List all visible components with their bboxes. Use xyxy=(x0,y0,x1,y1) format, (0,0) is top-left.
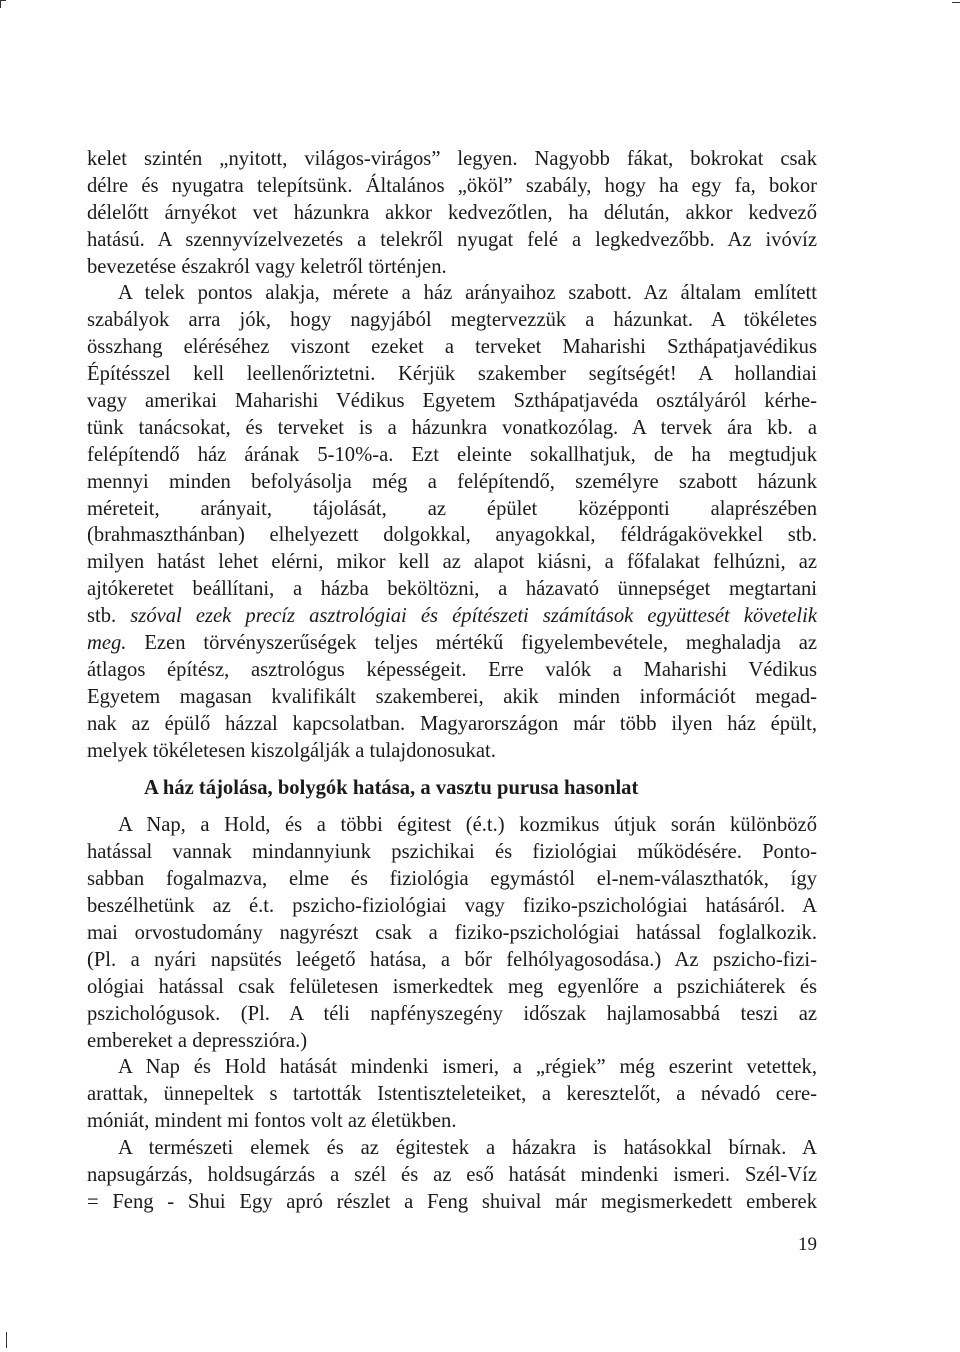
text-line: nak az épülő házzal kapcsolatban. Magyarországon már több ilyen ház épült, xyxy=(87,712,817,735)
text-line: melyek tökéletesen kiszolgálják a tulajdonosukat. xyxy=(87,739,496,762)
paragraph-1 xyxy=(87,146,817,280)
text-line: ajtókeretet beállítani, a házba beköltözni, a házavató ünnepséget megtartani xyxy=(87,578,817,601)
text-line: Egyetem magasan kvalifikált szakemberei, akik minden információt megad- xyxy=(87,685,817,708)
text-line: vagy amerikai Maharishi Védikus Egyetem Szthápatjavéda osztályáról kérhe- xyxy=(87,390,817,413)
crop-mark xyxy=(0,0,1,8)
text-line: mai orvostudomány nagyrészt csak a fiziko-pszichológiai hatással foglalkozik. xyxy=(87,921,817,944)
text-line: tünk tanácsokat, és terveket is a házunkra vonatkozólag. A tervek ára kb. a xyxy=(87,416,817,439)
text-line-mixed xyxy=(87,603,817,630)
text-line: Építésszel kell leellenőriztetni. Kérjük szakember segítségét! A hollandiai xyxy=(87,363,817,386)
italic-phrase: meg. xyxy=(87,632,127,655)
text-line: A Nap, a Hold, és a többi égitest (é.t.) kozmikus útjuk során különböző xyxy=(118,814,817,837)
text-line: mennyi minden befolyásolja még a felépítendő, személyre szabott házunk xyxy=(87,470,817,493)
text-line: beszélhetünk az é.t. pszicho-fiziológiai vagy fiziko-pszichológiai hatásáról. A xyxy=(87,895,817,918)
text-line: összhang eléréséhez viszont ezeket a terveket Maharishi Szthápatjavédikus xyxy=(87,336,817,359)
paragraph-4 xyxy=(87,1054,817,1135)
text-line: felépítendő ház árának 5-10%-a. Ezt eleinte sokallhatjuk, de ha megtudjuk xyxy=(87,443,817,466)
text-line-mixed xyxy=(87,630,817,657)
crop-mark xyxy=(952,2,960,3)
paragraph-3 xyxy=(87,812,817,1054)
paragraph-2 xyxy=(87,280,817,764)
line-prefix: stb. xyxy=(87,605,131,628)
text-line: méreteit, arányait, tájolását, az épület középponti alaprészében xyxy=(87,497,817,520)
text-line: pszichológusok. (Pl. A téli napfényszegény időszak hajlamosabbá teszi az xyxy=(87,1002,817,1025)
line-rest: Ezen törvényszerűségek teljes mértékű figyelembevétele, meghaladja az xyxy=(126,632,817,655)
text-line: délelőtt árnyékot vet házunkra akkor kedvezőtlen, ha délután, akkor kedvező xyxy=(87,201,817,224)
text-line: móniát, mindent mi fontos volt az életükben. xyxy=(87,1110,457,1133)
text-line: hatással vannak mindannyiunk pszichikai és fiziológiai működésére. Ponto- xyxy=(87,841,817,864)
text-line: hatású. A szennyvízelvezetés a telekről nyugat felé a legkedvezőbb. Az ivóvíz xyxy=(87,228,817,251)
text-line: A telek pontos alakja, mérete a ház arányaihoz szabott. Az általam említett xyxy=(118,282,817,305)
italic-phrase: szóval ezek precíz asztrológiai és építészeti számítások együttesét követelik xyxy=(130,605,817,628)
text-line: átlagos építész, asztrológus képességeit. Erre valók a Maharishi Védikus xyxy=(87,658,817,681)
text-line: = Feng - Shui Egy apró részlet a Feng shuival már megismerkedett emberek xyxy=(87,1190,817,1213)
text-line: ológiai hatással csak felületesen ismerkedtek meg egyenlőre a pszichiáterek és xyxy=(87,975,817,998)
text-line: szabályok arra jók, hogy nagyjából megtervezzük a házunkat. A tökéletes xyxy=(87,309,817,332)
page-body xyxy=(87,146,817,1216)
text-line: (Pl. a nyári napsütés leégető hatása, a bőr felhólyagosodása.) Az pszicho-fizi- xyxy=(87,948,817,971)
text-line: bevezetése északról vagy keletről történjen. xyxy=(87,255,447,278)
text-line: arattak, ünnepeltek s tartották Istentiszteleteiket, a keresztelőt, a névadó cere- xyxy=(87,1083,817,1106)
text-line: A természeti elemek és az égitestek a házakra is hatásokkal bírnak. A xyxy=(118,1137,817,1160)
text-line: kelet szintén „nyitott, világos-virágos” legyen. Nagyobb fákat, bokrokat csak xyxy=(87,148,817,170)
crop-mark xyxy=(6,1332,7,1348)
text-line: embereket a depresszióra.) xyxy=(87,1029,308,1052)
text-line: A Nap és Hold hatását mindenki ismeri, a „régiek” még eszerint vetettek, xyxy=(118,1056,817,1079)
paragraph-5 xyxy=(87,1135,817,1216)
page-number: 19 xyxy=(798,1234,817,1255)
text-line: milyen hatást lehet elérni, mikor kell az alapot kiásni, a főfalakat felhúzni, az xyxy=(87,551,817,574)
text-line: délre és nyugatra telepítsünk. Általános „ököl” szabály, hogy ha egy fa, bokor xyxy=(87,174,817,197)
text-line: sabban fogalmazva, elme és fiziológia egymástól el-nem-választhatók, így xyxy=(87,868,817,891)
section-heading: A ház tájolása, bolygók hatása, a vasztu purusa hasonlat xyxy=(144,777,639,800)
text-line: (brahmaszthánban) elhelyezett dolgokkal, anyagokkal, féldrágakövekkel stb. xyxy=(87,524,817,547)
text-line: napsugárzás, holdsugárzás a szél és az eső hatását mindenki ismeri. Szél-Víz xyxy=(87,1163,817,1186)
